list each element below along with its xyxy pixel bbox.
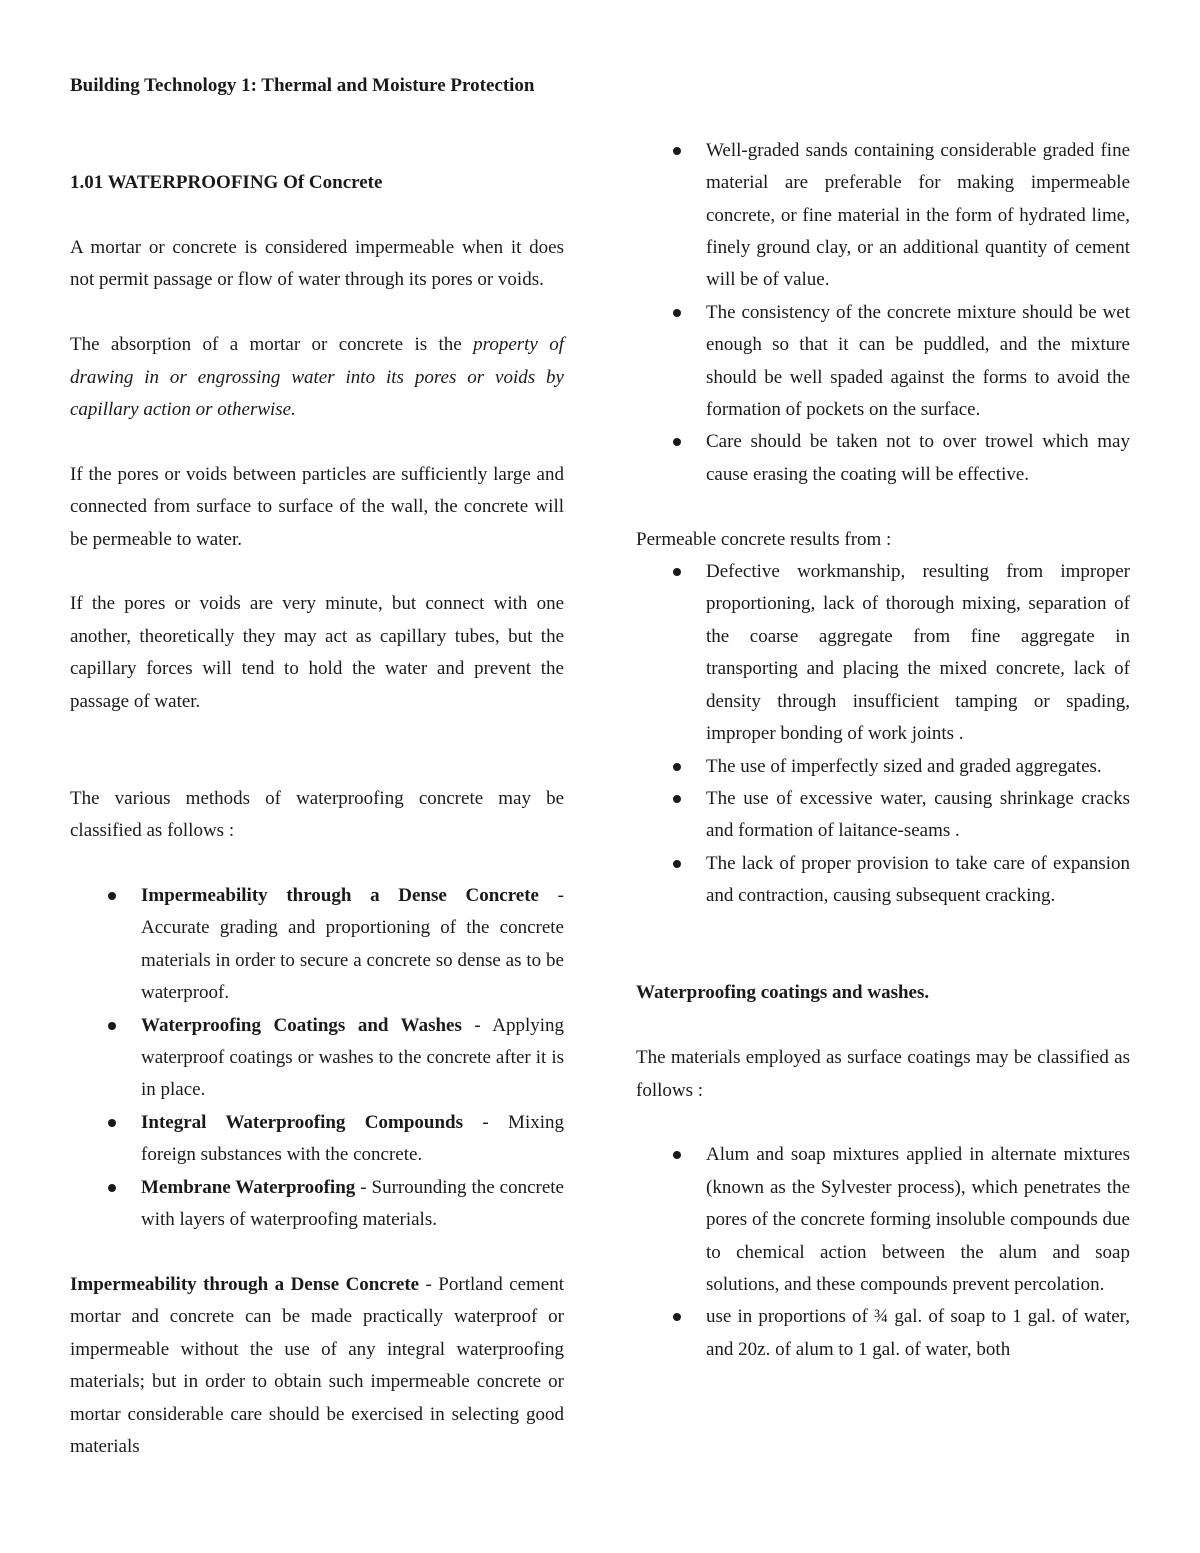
document-title: Building Technology 1: Thermal and Moisture Protection [70, 75, 535, 96]
bullet-icon [673, 763, 681, 771]
bullet-icon [673, 860, 681, 868]
bullet-icon [673, 1151, 681, 1159]
paragraph-coatings-intro: The materials employed as surface coatings may be classified as follows : [636, 1047, 1130, 1101]
list-item: The consistency of the concrete mixture should be wet enough so that it can be puddled, and the mixture should be well spaded against the forms to avoid the formation of pockets on the surface. [706, 297, 1130, 427]
right-column [636, 70, 1130, 1366]
bullet-icon [673, 147, 681, 155]
methods-list [70, 880, 564, 1236]
list-item: Impermeability through a Dense Concrete - Accurate grading and proportioning of the concrete materials in order to secure a concrete so dense as to be waterproof. [141, 880, 564, 1010]
list-item: The use of excessive water, causing shrinkage cracks and formation of laitance-seams . [706, 783, 1130, 848]
list-item: Well-graded sands containing considerable graded fine material are preferable for making impermeable concrete, or fine material in the form of hydrated lime, finely ground clay, or an additional quantity of cement will be of value. [706, 135, 1130, 297]
list-item: The lack of proper provision to take care of expansion and contraction, causing subsequent cracking. [706, 848, 1130, 913]
bullet-icon [673, 438, 681, 446]
list-item: use in proportions of ¾ gal. of soap to 1 gal. of water, and 20z. of alum to 1 gal. of water, both [706, 1301, 1130, 1366]
paragraph-dense-concrete: Impermeability through a Dense Concrete - Portland cement mortar and concrete can be made practically waterproof or impermeable without the use of any integral waterproofing materials; but in order to obtain such impermeable concrete or mortar considerable care should be exercised in selecting good materials [70, 1273, 564, 1457]
bullet-icon [673, 795, 681, 803]
paragraph-pores-large: If the pores or voids between particles are sufficiently large and connected from surface to surface of the wall, the concrete will be permeable to water. [70, 463, 564, 550]
good-materials-list [636, 135, 1130, 491]
paragraph-pores-minute: If the pores or voids are very minute, but connect with one another, theoretically they may act as capillary tubes, but the capillary forces will tend to hold the water and prevent the passage of water. [70, 593, 564, 712]
list-item: Waterproofing Coatings and Washes - Applying waterproof coatings or washes to the concrete after it is in place. [141, 1010, 564, 1107]
bullet-icon [108, 1184, 116, 1192]
list-item: Care should be taken not to over trowel which may cause erasing the coating will be effective. [706, 426, 1130, 491]
bullet-icon [673, 309, 681, 317]
paragraph-methods-intro: The various methods of waterproofing concrete may be classified as follows : [70, 787, 564, 842]
paragraph-permeable-intro: Permeable concrete results from : [636, 528, 892, 550]
list-item: Membrane Waterproofing - Surrounding the concrete with layers of waterproofing materials. [141, 1172, 564, 1237]
bullet-icon [108, 1022, 116, 1030]
bullet-icon [673, 1313, 681, 1321]
coatings-list [636, 1139, 1130, 1366]
list-item: Alum and soap mixtures applied in alternate mixtures (known as the Sylvester process), which penetrates the pores of the concrete forming insoluble compounds due to chemical action between the alum and soap solutions, and these compounds prevent percolation. [706, 1139, 1130, 1301]
bullet-icon [673, 568, 681, 576]
left-column [70, 70, 564, 1463]
bullet-icon [108, 892, 116, 900]
paragraph-absorption: The absorption of a mortar or concrete is the property of drawing in or engrossing water into its pores or voids by capillary action or otherwise. [70, 334, 565, 421]
list-item: Integral Waterproofing Compounds - Mixing foreign substances with the concrete. [141, 1107, 564, 1172]
list-item: Defective workmanship, resulting from improper proportioning, lack of thorough mixing, separation of the coarse aggregate from fine aggregate in transporting and placing the mixed concrete, lack of density through insufficient tamping or spading, improper bonding of work joints . [706, 556, 1130, 750]
list-item: The use of imperfectly sized and graded aggregates. [706, 751, 1130, 783]
paragraph-impermeable: A mortar or concrete is considered impermeable when it does not permit passage or flow of water through its pores or voids. [70, 237, 564, 291]
permeable-causes-list [636, 556, 1130, 912]
coatings-heading: Waterproofing coatings and washes. [636, 982, 930, 1004]
bullet-icon [108, 1119, 116, 1127]
section-heading: 1.01 WATERPROOFING Of Concrete [70, 172, 383, 194]
